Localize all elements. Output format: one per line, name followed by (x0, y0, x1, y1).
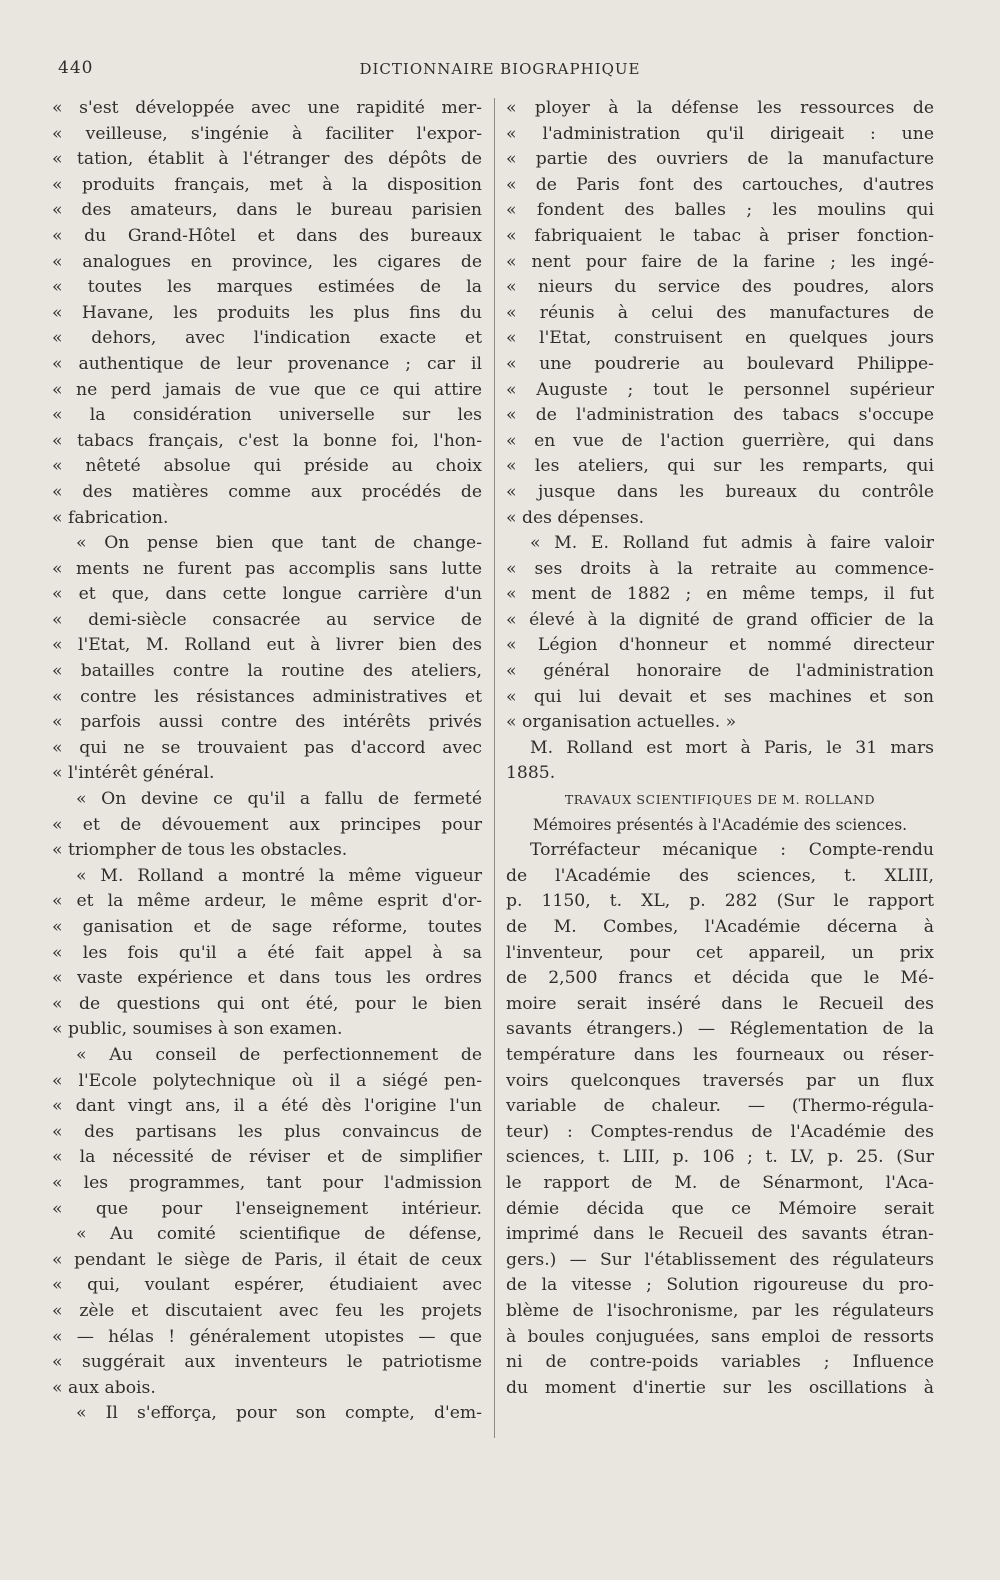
col-right-line: « général honoraire de l'administration (506, 661, 934, 682)
col-left-line: « veilleuse, s'ingénie à faciliter l'expor- (52, 123, 482, 144)
col-right-line: « ployer à la défense les ressources de (506, 98, 934, 118)
col-right-line: « une poudrerie au boulevard Philippe- (506, 353, 934, 374)
col-right-line: « jusque dans les bureaux du contrôle (506, 481, 934, 502)
col-right-line: du moment d'inertie sur les oscillations à (506, 1377, 934, 1398)
col-left-line: « M. Rolland a montré la même vigueur (76, 865, 482, 886)
running-title: DICTIONNAIRE BIOGRAPHIQUE (359, 60, 641, 78)
col-right-line: l'inventeur, pour cet appareil, un prix (506, 942, 934, 963)
col-left-line: « du Grand-Hôtel et dans des bureaux (52, 225, 482, 246)
col-left-line: « parfois aussi contre des intérêts privés (52, 712, 482, 733)
col-left-line: « authentique de leur provenance ; car il (52, 353, 482, 374)
col-left-line: « — hélas ! généralement utopistes — que (52, 1326, 482, 1347)
col-right-line: « ment de 1882 ; en même temps, il fut (506, 584, 934, 605)
col-left-line: « batailles contre la routine des ateliers, (52, 661, 482, 682)
col-left-line: « la nécessité de réviser et de simplifier (52, 1147, 482, 1168)
col-right-line: sciences, t. LIII, p. 106 ; t. LV, p. 25. (Sur (506, 1147, 934, 1168)
col-left-line: « tabacs français, c'est la bonne foi, l'hon- (52, 430, 482, 451)
col-left-line: « les programmes, tant pour l'admission (52, 1172, 482, 1193)
col-right-line: imprimé dans le Recueil des savants étran- (506, 1224, 934, 1245)
col-right-line: voirs quelconques traversés par un flux (506, 1070, 934, 1091)
col-right-line: température dans les fourneaux ou réser- (506, 1044, 934, 1065)
col-left-line: « fabrication. (52, 507, 169, 528)
col-right-line: « ses droits à la retraite au commence- (506, 558, 934, 579)
col-left-line: « et la même ardeur, le même esprit d'or- (52, 891, 482, 912)
col-right-line: TRAVAUX SCIENTIFIQUES DE M. ROLLAND (564, 792, 876, 808)
col-left-line: « Au comité scientifique de défense, (76, 1224, 482, 1245)
col-left-line: « produits français, met à la disposition (52, 174, 482, 195)
col-right-line: à boules conjuguées, sans emploi de ressorts (506, 1326, 934, 1347)
col-left-line: « ganisation et de sage réforme, toutes (52, 917, 482, 937)
col-right-line: M. Rolland est mort à Paris, le 31 mars (530, 737, 934, 758)
col-right-line: « l'Etat, construisent en quelques jours (506, 328, 934, 349)
col-left-line: « et que, dans cette longue carrière d'un (52, 584, 482, 605)
col-left-line: « l'intérêt général. (52, 763, 215, 784)
col-right-line: « nieurs du service des poudres, alors (506, 277, 934, 298)
col-right-line: de l'Académie des sciences, t. XLIII, (506, 865, 934, 886)
col-right-line: « fabriquaient le tabac à priser fonction- (506, 225, 934, 246)
col-right-line: « des dépenses. (506, 507, 645, 528)
col-right-line: « Auguste ; tout le personnel supérieur (506, 379, 934, 400)
col-right-line: variable de chaleur. — (Thermo-régula- (506, 1096, 934, 1117)
col-left-line: « des partisans les plus convaincus de (52, 1121, 482, 1142)
col-right-line: « de l'administration des tabacs s'occupe (506, 405, 934, 426)
col-right-line: moire serait inséré dans le Recueil des (506, 993, 934, 1014)
col-left-line: « toutes les marques estimées de la (52, 277, 482, 298)
col-right-line: gers.) — Sur l'établissement des régulateurs (506, 1249, 934, 1270)
col-left-line: « On devine ce qu'il a fallu de fermeté (76, 789, 482, 810)
col-right-line: « élevé à la dignité de grand officier de la (506, 609, 934, 630)
col-left-line: « des matières comme aux procédés de (52, 481, 482, 502)
col-left-line: « vaste expérience et dans tous les ordres (52, 968, 482, 989)
col-left-line: « de questions qui ont été, pour le bien (52, 993, 482, 1014)
col-left-line: « qui ne se trouvaient pas d'accord avec (52, 737, 482, 758)
col-left-line: « contre les résistances administratives et (52, 686, 482, 707)
col-left-line: « des amateurs, dans le bureau parisien (52, 200, 482, 221)
col-left-line: « Au conseil de perfectionnement de (76, 1044, 482, 1065)
col-left-line: « pendant le siège de Paris, il était de ceux (52, 1249, 482, 1270)
col-right-line: « en vue de l'action guerrière, qui dans (506, 430, 934, 451)
col-left-line: « demi-siècle consacrée au service de (52, 609, 482, 630)
col-right-line: « les ateliers, qui sur les remparts, qui (506, 456, 934, 477)
col-left-line: « tation, établit à l'étranger des dépôts de (52, 149, 482, 170)
col-right-line: « l'administration qu'il dirigeait : une (506, 123, 934, 144)
col-left-line: « triompher de tous les obstacles. (52, 840, 348, 861)
col-left-line: « l'Ecole polytechnique où il a siégé pen- (52, 1070, 482, 1091)
col-left-line: « zèle et discutaient avec feu les projets (52, 1300, 482, 1321)
col-right-line: « de Paris font des cartouches, d'autres (506, 174, 934, 195)
col-right-line: Torréfacteur mécanique : Compte-rendu (530, 840, 934, 861)
col-right-line: « fondent des balles ; les moulins qui (506, 200, 934, 221)
col-left-line: « Il s'efforça, pour son compte, d'em- (76, 1403, 482, 1424)
col-right-line: Mémoires présentés à l'Académie des sciences. (532, 815, 908, 834)
col-right-line: « réunis à celui des manufactures de (506, 302, 934, 323)
col-left-line: « les fois qu'il a été fait appel à sa (52, 942, 482, 963)
col-left-line: « suggérait aux inventeurs le patriotisme (52, 1352, 482, 1373)
col-right-line: de la vitesse ; Solution rigoureuse du pro- (506, 1275, 934, 1296)
col-right-line: « organisation actuelles. » (506, 712, 737, 733)
col-right-line: ni de contre-poids variables ; Influence (506, 1352, 934, 1373)
col-left-line: « public, soumises à son examen. (52, 1019, 343, 1040)
col-left-line: « et de dévouement aux principes pour (52, 814, 482, 835)
col-left-line: « nêteté absolue qui préside au choix (52, 456, 482, 477)
col-right-line: « Légion d'honneur et nommé directeur (506, 635, 934, 656)
col-right-line: « nent pour faire de la farine ; les ingé- (506, 251, 934, 272)
col-right-line: de M. Combes, l'Académie décerna à (506, 917, 934, 937)
col-left-line: « dehors, avec l'indication exacte et (52, 328, 482, 349)
col-right-line: de 2,500 francs et décida que le Mé- (506, 968, 934, 989)
col-left-line: « Havane, les produits les plus fins du (52, 302, 482, 323)
col-right-line: le rapport de M. de Sénarmont, l'Aca- (506, 1172, 934, 1193)
col-left-line: « aux abois. (52, 1377, 156, 1398)
col-right-line: « partie des ouvriers de la manufacture (506, 149, 934, 170)
col-right-line: « M. E. Rolland fut admis à faire valoir (530, 533, 934, 554)
page-header (50, 58, 950, 86)
col-left-line: « ne perd jamais de vue que ce qui attire (52, 379, 482, 400)
col-left-line: « On pense bien que tant de change- (76, 533, 482, 554)
col-right-line: p. 1150, t. XL, p. 282 (Sur le rapport (506, 891, 934, 912)
left-column (52, 96, 482, 1427)
col-left-line: « ments ne furent pas accomplis sans lutte (52, 558, 482, 579)
col-left-line: « analogues en province, les cigares de (52, 251, 482, 272)
page-number: 440 (58, 58, 94, 78)
col-right-line: savants étrangers.) — Réglementation de la (506, 1019, 934, 1040)
col-right-line: teur) : Comptes-rendus de l'Académie des (506, 1121, 934, 1142)
col-left-line: « qui, voulant espérer, étudiaient avec (52, 1275, 482, 1296)
right-column (506, 96, 934, 1401)
column-divider (494, 98, 495, 1438)
col-right-line: 1885. (506, 763, 556, 784)
col-left-line: « s'est développée avec une rapidité mer- (52, 98, 482, 118)
col-left-line: « que pour l'enseignement intérieur. (52, 1198, 482, 1219)
col-left-line: « dant vingt ans, il a été dès l'origine l'un (52, 1096, 482, 1117)
col-right-line: « qui lui devait et ses machines et son (506, 686, 934, 707)
col-right-line: démie décida que ce Mémoire serait (506, 1198, 934, 1219)
col-right-line: blème de l'isochronisme, par les régulateurs (506, 1300, 934, 1321)
col-left-line: « l'Etat, M. Rolland eut à livrer bien des (52, 635, 482, 656)
col-left-line: « la considération universelle sur les (52, 405, 482, 426)
